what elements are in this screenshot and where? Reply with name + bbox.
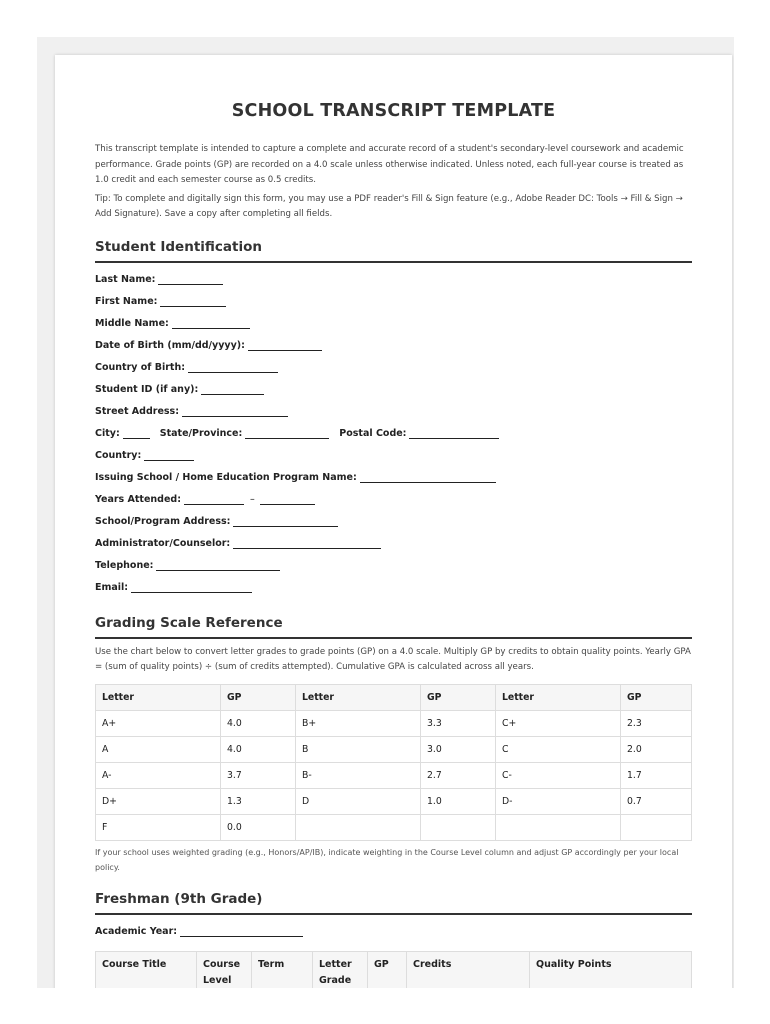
student-id-label: Student ID (if any): (95, 383, 199, 395)
country-label: Country: (95, 449, 142, 461)
city-input[interactable] (123, 427, 150, 439)
table-cell: F (96, 814, 221, 840)
academic-year-input[interactable] (180, 925, 303, 937)
middle-name-label: Middle Name: (95, 317, 169, 329)
field-country (95, 445, 692, 467)
field-issuing-school (95, 467, 692, 489)
table-cell: 4.0 (221, 710, 296, 736)
grading-header-row (96, 684, 692, 710)
table-row (96, 736, 692, 762)
field-email (95, 577, 692, 599)
field-city-state-postal (95, 423, 692, 445)
grading-scale-table (95, 684, 692, 841)
intro-paragraph-1: This transcript template is intended to capture a complete and accurate record of a student's secondary-level coursework and academic performance. Grade points (GP) are recorded on a 4.0 scale unless otherwise indicated. Unless noted, each full-year course is treated as 1.0 credit and each semester course as 0.5 credits. (95, 144, 684, 185)
email-label: Email: (95, 581, 129, 593)
table-cell: B- (296, 762, 421, 788)
administrator-label: Administrator/Counselor: (95, 537, 231, 549)
field-last-name (95, 269, 692, 291)
email-input[interactable] (131, 581, 252, 593)
table-cell: C- (496, 762, 621, 788)
section-heading-freshman: Freshman (9th Grade) (95, 891, 692, 915)
column-header-letter-grade: Letter Grade (313, 951, 368, 988)
field-student-id (95, 379, 692, 401)
first-name-input[interactable] (160, 295, 226, 307)
column-header-credits: Credits (407, 951, 530, 988)
table-cell: 4.0 (221, 736, 296, 762)
table-row (96, 788, 692, 814)
issuing-school-label: Issuing School / Home Education Program Name: (95, 471, 357, 483)
table-cell: B+ (296, 710, 421, 736)
postal-code-label: Postal Code: (339, 427, 407, 439)
column-header-letter: Letter (296, 684, 421, 710)
postal-code-input[interactable] (409, 427, 499, 439)
table-cell: 3.7 (221, 762, 296, 788)
section-heading-grading-scale: Grading Scale Reference (95, 615, 692, 639)
last-name-input[interactable] (158, 273, 223, 285)
column-header-letter: Letter (496, 684, 621, 710)
table-cell: D+ (96, 788, 221, 814)
courses-header-row (96, 951, 692, 988)
field-academic-year (95, 921, 692, 943)
freshman-courses-table (95, 951, 692, 989)
telephone-label: Telephone: (95, 559, 154, 571)
telephone-input[interactable] (156, 559, 280, 571)
table-cell: 3.3 (421, 710, 496, 736)
column-header-course-level: Course Level (197, 951, 252, 988)
field-school-address (95, 511, 692, 533)
school-address-label: School/Program Address: (95, 515, 231, 527)
state-label: State/Province: (159, 427, 243, 439)
table-cell: A- (96, 762, 221, 788)
table-row (96, 814, 692, 840)
table-cell (421, 814, 496, 840)
column-header-gp: GP (221, 684, 296, 710)
intro-paragraph-2: Tip: To complete and digitally sign this form, you may use a PDF reader's Fill & Sign feature (e.g., Adobe Reader DC: Tools → Fill & Sign → Add Signature). Save a copy after completing all fields. (95, 193, 683, 219)
table-cell: C (496, 736, 621, 762)
column-header-course-title: Course Title (96, 951, 197, 988)
table-cell: 2.7 (421, 762, 496, 788)
column-header-gp: GP (368, 951, 407, 988)
last-name-label: Last Name: (95, 273, 156, 285)
table-cell (496, 814, 621, 840)
city-label: City: (95, 427, 120, 439)
school-address-input[interactable] (233, 515, 338, 527)
column-header-letter: Letter (96, 684, 221, 710)
country-of-birth-input[interactable] (188, 361, 278, 373)
student-id-input[interactable] (201, 383, 264, 395)
table-cell: B (296, 736, 421, 762)
column-header-term: Term (252, 951, 313, 988)
column-header-gp: GP (621, 684, 692, 710)
table-cell: 2.3 (621, 710, 692, 736)
first-name-label: First Name: (95, 295, 158, 307)
table-cell: 1.7 (621, 762, 692, 788)
years-attended-label: Years Attended: (95, 493, 181, 505)
field-street-address (95, 401, 692, 423)
column-header-gp: GP (421, 684, 496, 710)
table-cell: D (296, 788, 421, 814)
street-address-label: Street Address: (95, 405, 179, 417)
field-administrator (95, 533, 692, 555)
dob-label: Date of Birth (mm/dd/yyyy): (95, 339, 245, 351)
field-years-attended (95, 489, 692, 511)
table-cell: 2.0 (621, 736, 692, 762)
table-cell: 3.0 (421, 736, 496, 762)
table-row (96, 710, 692, 736)
table-cell (621, 814, 692, 840)
administrator-input[interactable] (233, 537, 381, 549)
table-cell (296, 814, 421, 840)
table-cell: C+ (496, 710, 621, 736)
column-header-quality-points: Quality Points (530, 951, 692, 988)
document-title: SCHOOL TRANSCRIPT TEMPLATE (231, 101, 556, 121)
state-input[interactable] (245, 427, 329, 439)
page-content (95, 101, 692, 988)
dob-input[interactable] (248, 339, 322, 351)
document-page (55, 55, 732, 988)
table-row (96, 762, 692, 788)
section-heading-student-identification: Student Identification (95, 239, 692, 263)
years-separator: – (250, 493, 255, 505)
table-cell: 1.3 (221, 788, 296, 814)
field-first-name (95, 291, 692, 313)
years-attended-end-input[interactable] (260, 493, 315, 505)
document-viewer[interactable] (37, 37, 734, 988)
table-cell: A+ (96, 710, 221, 736)
field-middle-name (95, 313, 692, 335)
issuing-school-input[interactable] (360, 471, 496, 483)
academic-year-label: Academic Year: (95, 925, 178, 937)
field-dob (95, 335, 692, 357)
weighted-grading-note: If your school uses weighted grading (e.g., Honors/AP/IB), indicate weighting in the Course Level column and adjust GP accordingly per your local policy. (95, 847, 679, 872)
student-identification-fields (95, 269, 692, 599)
years-attended-start-input[interactable] (184, 493, 244, 505)
field-country-of-birth (95, 357, 692, 379)
country-of-birth-label: Country of Birth: (95, 361, 186, 373)
middle-name-input[interactable] (172, 317, 250, 329)
table-cell: 0.0 (221, 814, 296, 840)
grading-description: Use the chart below to convert letter grades to grade points (GP) on a 4.0 scale. Multiply GP by credits to obtain quality points. Yearly GPA = (sum of quality points) ÷ (sum of credits attempted). Cumulative GPA is calculated across all years. (95, 646, 691, 672)
street-address-input[interactable] (182, 405, 288, 417)
table-cell: 1.0 (421, 788, 496, 814)
intro-text (95, 142, 692, 223)
table-cell: A (96, 736, 221, 762)
field-telephone (95, 555, 692, 577)
country-input[interactable] (144, 449, 194, 461)
table-cell: 0.7 (621, 788, 692, 814)
table-cell: D- (496, 788, 621, 814)
